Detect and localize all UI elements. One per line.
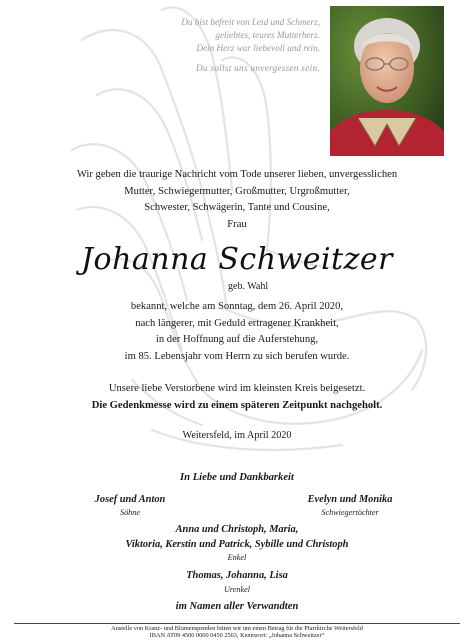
daughters-in-law-names: Evelyn und Monika bbox=[307, 494, 393, 505]
great-grandchildren-names: Thomas, Johanna, Lisa bbox=[186, 570, 288, 581]
footer-line: Anstelle von Kranz- und Blumenspenden bitten wir um einen Betrag für die Pfarrkirche Weitersfeld bbox=[111, 625, 363, 632]
daughters-in-law-role: Schwiegertöchter bbox=[321, 508, 379, 517]
maiden-name: geb. Wahl bbox=[228, 281, 269, 292]
quote-line: Dein Herz war liebevoll und rein. bbox=[196, 43, 320, 53]
closing-line: im Namen aller Verwandten bbox=[175, 601, 299, 612]
intro-line: Mutter, Schwiegermutter, Großmutter, Urgroßmutter, bbox=[124, 185, 350, 197]
body-line: bekannt, welche am Sonntag, dem 26. April 2020, bbox=[130, 301, 344, 312]
intro-line: Wir geben die traurige Nachricht vom Tode unserer lieben, unvergesslichen bbox=[76, 169, 398, 180]
great-grandchildren-block bbox=[30, 569, 444, 595]
daughters-in-law-block bbox=[290, 493, 410, 518]
footer-divider bbox=[14, 623, 460, 624]
grandchildren-line: Anna und Christoph, Maria, bbox=[175, 524, 299, 535]
burial-line: Unsere liebe Verstorbene wird im kleinsten Kreis beigesetzt. bbox=[108, 383, 366, 394]
donation-footer bbox=[14, 625, 460, 640]
burial-notice bbox=[30, 381, 444, 414]
grandchildren-block bbox=[30, 523, 444, 563]
body-line: im 85. Lebensjahr vom Herrn zu sich berufen wurde. bbox=[124, 350, 350, 362]
sons-block bbox=[80, 493, 180, 518]
quote-line: Du sollst uns unvergessen sein. bbox=[195, 63, 320, 73]
quote-line: geliebtes, teures Mutterherz. bbox=[215, 30, 320, 40]
mourners-heading: In Liebe und Dankbarkeit bbox=[180, 472, 294, 483]
grandchildren-line: Viktoria, Kerstin und Patrick, Sybille und Christoph bbox=[125, 538, 349, 550]
announcement-body bbox=[30, 299, 444, 365]
memorial-mass-line: Die Gedenkmesse wird zu einem späteren Zeitpunkt nachgeholt. bbox=[91, 399, 383, 411]
intro-line: Frau bbox=[227, 218, 247, 230]
portrait-photo bbox=[330, 6, 444, 156]
quote-line: Du bist befreit von Leid und Schmerz, bbox=[181, 17, 320, 27]
quote-verse bbox=[140, 16, 320, 75]
announcement-intro bbox=[30, 167, 444, 233]
sons-names: Josef und Anton bbox=[94, 494, 166, 505]
body-line: nach längerer, mit Geduld ertragener Krankheit, bbox=[135, 317, 339, 329]
grandchildren-role: Enkel bbox=[227, 553, 247, 562]
footer-line: IBAN AT09 4500 0000 0450 2563, Kennwort: „Johanna Schweitzer“ bbox=[149, 632, 325, 640]
great-grandchildren-role: Urenkel bbox=[223, 584, 251, 594]
place-date: Weitersfeld, im April 2020 bbox=[182, 430, 292, 441]
sons-role: Söhne bbox=[119, 508, 140, 517]
body-line: in der Hoffnung auf die Auferstehung, bbox=[155, 334, 319, 346]
intro-line: Schwester, Schwägerin, Tante und Cousine, bbox=[144, 202, 330, 214]
deceased-name: Johanna Schweitzer bbox=[80, 242, 394, 277]
